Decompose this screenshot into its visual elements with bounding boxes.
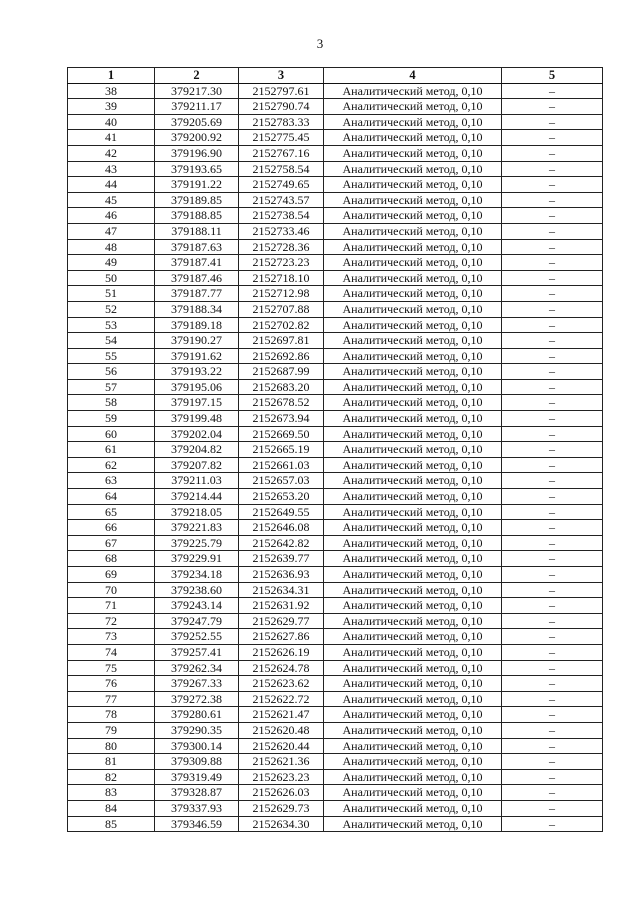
note-cell: – [502,255,603,271]
point-number-cell: 73 [68,629,155,645]
table-row [68,707,603,723]
column-header: 4 [324,68,502,84]
point-number-cell: 71 [68,598,155,614]
table-row [68,504,603,520]
x-coordinate-cell: 379205.69 [155,114,239,130]
method-cell: Аналитический метод, 0,10 [324,348,502,364]
table-row [68,567,603,583]
note-cell: – [502,504,603,520]
column-header: 5 [502,68,603,84]
table-row [68,660,603,676]
table-row [68,629,603,645]
method-cell: Аналитический метод, 0,10 [324,130,502,146]
point-number-cell: 66 [68,520,155,536]
method-cell: Аналитический метод, 0,10 [324,395,502,411]
y-coordinate-cell: 2152673.94 [239,411,324,427]
table-row [68,114,603,130]
point-number-cell: 81 [68,754,155,770]
y-coordinate-cell: 2152623.23 [239,769,324,785]
y-coordinate-cell: 2152634.31 [239,582,324,598]
x-coordinate-cell: 379257.41 [155,644,239,660]
x-coordinate-cell: 379197.15 [155,395,239,411]
y-coordinate-cell: 2152749.65 [239,177,324,193]
method-cell: Аналитический метод, 0,10 [324,722,502,738]
method-cell: Аналитический метод, 0,10 [324,769,502,785]
method-cell: Аналитический метод, 0,10 [324,738,502,754]
y-coordinate-cell: 2152728.36 [239,239,324,255]
note-cell: – [502,286,603,302]
method-cell: Аналитический метод, 0,10 [324,270,502,286]
y-coordinate-cell: 2152718.10 [239,270,324,286]
point-number-cell: 68 [68,551,155,567]
x-coordinate-cell: 379280.61 [155,707,239,723]
point-number-cell: 74 [68,644,155,660]
table-row [68,130,603,146]
point-number-cell: 61 [68,442,155,458]
method-cell: Аналитический метод, 0,10 [324,83,502,99]
note-cell: – [502,520,603,536]
table-row [68,598,603,614]
table-row [68,738,603,754]
note-cell: – [502,177,603,193]
point-number-cell: 56 [68,364,155,380]
point-number-cell: 51 [68,286,155,302]
table-row [68,145,603,161]
y-coordinate-cell: 2152620.44 [239,738,324,754]
point-number-cell: 38 [68,83,155,99]
x-coordinate-cell: 379346.59 [155,816,239,832]
point-number-cell: 44 [68,177,155,193]
method-cell: Аналитический метод, 0,10 [324,177,502,193]
table-row [68,816,603,832]
table-row [68,301,603,317]
method-cell: Аналитический метод, 0,10 [324,551,502,567]
point-number-cell: 69 [68,567,155,583]
y-coordinate-cell: 2152702.82 [239,317,324,333]
x-coordinate-cell: 379199.48 [155,411,239,427]
method-cell: Аналитический метод, 0,10 [324,192,502,208]
table-row [68,270,603,286]
y-coordinate-cell: 2152758.54 [239,161,324,177]
note-cell: – [502,442,603,458]
note-cell: – [502,738,603,754]
note-cell: – [502,395,603,411]
point-number-cell: 46 [68,208,155,224]
note-cell: – [502,426,603,442]
note-cell: – [502,707,603,723]
y-coordinate-cell: 2152692.86 [239,348,324,364]
y-coordinate-cell: 2152697.81 [239,333,324,349]
note-cell: – [502,83,603,99]
x-coordinate-cell: 379229.91 [155,551,239,567]
x-coordinate-cell: 379191.62 [155,348,239,364]
note-cell: – [502,239,603,255]
table-row [68,457,603,473]
x-coordinate-cell: 379218.05 [155,504,239,520]
note-cell: – [502,676,603,692]
table-row [68,473,603,489]
method-cell: Аналитический метод, 0,10 [324,520,502,536]
method-cell: Аналитический метод, 0,10 [324,239,502,255]
table-row [68,333,603,349]
y-coordinate-cell: 2152627.86 [239,629,324,645]
column-header: 2 [155,68,239,84]
point-number-cell: 77 [68,691,155,707]
point-number-cell: 64 [68,489,155,505]
table-row [68,769,603,785]
method-cell: Аналитический метод, 0,10 [324,364,502,380]
y-coordinate-cell: 2152723.23 [239,255,324,271]
table-row [68,208,603,224]
y-coordinate-cell: 2152621.36 [239,754,324,770]
y-coordinate-cell: 2152629.77 [239,613,324,629]
point-number-cell: 49 [68,255,155,271]
note-cell: – [502,333,603,349]
point-number-cell: 57 [68,379,155,395]
x-coordinate-cell: 379187.63 [155,239,239,255]
method-cell: Аналитический метод, 0,10 [324,442,502,458]
note-cell: – [502,613,603,629]
point-number-cell: 54 [68,333,155,349]
note-cell: – [502,489,603,505]
y-coordinate-cell: 2152631.92 [239,598,324,614]
point-number-cell: 78 [68,707,155,723]
table-row [68,364,603,380]
y-coordinate-cell: 2152649.55 [239,504,324,520]
note-cell: – [502,691,603,707]
x-coordinate-cell: 379188.85 [155,208,239,224]
y-coordinate-cell: 2152621.47 [239,707,324,723]
point-number-cell: 43 [68,161,155,177]
x-coordinate-cell: 379195.06 [155,379,239,395]
y-coordinate-cell: 2152707.88 [239,301,324,317]
note-cell: – [502,800,603,816]
x-coordinate-cell: 379319.49 [155,769,239,785]
table-row [68,348,603,364]
y-coordinate-cell: 2152626.19 [239,644,324,660]
table-row [68,754,603,770]
method-cell: Аналитический метод, 0,10 [324,317,502,333]
note-cell: – [502,644,603,660]
x-coordinate-cell: 379189.18 [155,317,239,333]
x-coordinate-cell: 379188.34 [155,301,239,317]
table-row [68,489,603,505]
method-cell: Аналитический метод, 0,10 [324,379,502,395]
method-cell: Аналитический метод, 0,10 [324,145,502,161]
point-number-cell: 45 [68,192,155,208]
method-cell: Аналитический метод, 0,10 [324,333,502,349]
y-coordinate-cell: 2152783.33 [239,114,324,130]
x-coordinate-cell: 379217.30 [155,83,239,99]
table-row [68,426,603,442]
table-row [68,722,603,738]
method-cell: Аналитический метод, 0,10 [324,644,502,660]
point-number-cell: 65 [68,504,155,520]
table-row [68,223,603,239]
x-coordinate-cell: 379202.04 [155,426,239,442]
method-cell: Аналитический метод, 0,10 [324,660,502,676]
x-coordinate-cell: 379200.92 [155,130,239,146]
point-number-cell: 40 [68,114,155,130]
x-coordinate-cell: 379187.41 [155,255,239,271]
point-number-cell: 47 [68,223,155,239]
point-number-cell: 52 [68,301,155,317]
point-number-cell: 63 [68,473,155,489]
y-coordinate-cell: 2152629.73 [239,800,324,816]
note-cell: – [502,567,603,583]
y-coordinate-cell: 2152634.30 [239,816,324,832]
x-coordinate-cell: 379252.55 [155,629,239,645]
point-number-cell: 84 [68,800,155,816]
note-cell: – [502,270,603,286]
x-coordinate-cell: 379207.82 [155,457,239,473]
x-coordinate-cell: 379211.17 [155,99,239,115]
point-number-cell: 82 [68,769,155,785]
note-cell: – [502,754,603,770]
note-cell: – [502,457,603,473]
x-coordinate-cell: 379267.33 [155,676,239,692]
y-coordinate-cell: 2152775.45 [239,130,324,146]
note-cell: – [502,660,603,676]
point-number-cell: 62 [68,457,155,473]
table-row [68,161,603,177]
point-number-cell: 83 [68,785,155,801]
table-row [68,644,603,660]
table-row [68,520,603,536]
table-row [68,582,603,598]
y-coordinate-cell: 2152639.77 [239,551,324,567]
point-number-cell: 53 [68,317,155,333]
method-cell: Аналитический метод, 0,10 [324,99,502,115]
note-cell: – [502,161,603,177]
note-cell: – [502,317,603,333]
method-cell: Аналитический метод, 0,10 [324,286,502,302]
note-cell: – [502,99,603,115]
point-number-cell: 79 [68,722,155,738]
method-cell: Аналитический метод, 0,10 [324,223,502,239]
y-coordinate-cell: 2152620.48 [239,722,324,738]
y-coordinate-cell: 2152626.03 [239,785,324,801]
note-cell: – [502,208,603,224]
column-header: 1 [68,68,155,84]
method-cell: Аналитический метод, 0,10 [324,473,502,489]
y-coordinate-cell: 2152653.20 [239,489,324,505]
note-cell: – [502,598,603,614]
table-row [68,676,603,692]
y-coordinate-cell: 2152738.54 [239,208,324,224]
y-coordinate-cell: 2152661.03 [239,457,324,473]
x-coordinate-cell: 379196.90 [155,145,239,161]
table-row [68,395,603,411]
x-coordinate-cell: 379225.79 [155,535,239,551]
note-cell: – [502,722,603,738]
note-cell: – [502,130,603,146]
method-cell: Аналитический метод, 0,10 [324,161,502,177]
table-row [68,177,603,193]
x-coordinate-cell: 379328.87 [155,785,239,801]
table-row [68,317,603,333]
method-cell: Аналитический метод, 0,10 [324,426,502,442]
note-cell: – [502,535,603,551]
method-cell: Аналитический метод, 0,10 [324,800,502,816]
method-cell: Аналитический метод, 0,10 [324,785,502,801]
method-cell: Аналитический метод, 0,10 [324,816,502,832]
method-cell: Аналитический метод, 0,10 [324,567,502,583]
y-coordinate-cell: 2152636.93 [239,567,324,583]
table-row [68,379,603,395]
x-coordinate-cell: 379221.83 [155,520,239,536]
point-number-cell: 76 [68,676,155,692]
point-number-cell: 48 [68,239,155,255]
x-coordinate-cell: 379193.22 [155,364,239,380]
y-coordinate-cell: 2152624.78 [239,660,324,676]
note-cell: – [502,816,603,832]
method-cell: Аналитический метод, 0,10 [324,504,502,520]
x-coordinate-cell: 379187.77 [155,286,239,302]
method-cell: Аналитический метод, 0,10 [324,411,502,427]
note-cell: – [502,379,603,395]
note-cell: – [502,192,603,208]
x-coordinate-cell: 379204.82 [155,442,239,458]
method-cell: Аналитический метод, 0,10 [324,301,502,317]
y-coordinate-cell: 2152683.20 [239,379,324,395]
table-row [68,785,603,801]
note-cell: – [502,145,603,161]
table-row [68,192,603,208]
y-coordinate-cell: 2152767.16 [239,145,324,161]
table-row [68,800,603,816]
table-row [68,239,603,255]
table-row [68,83,603,99]
y-coordinate-cell: 2152797.61 [239,83,324,99]
method-cell: Аналитический метод, 0,10 [324,676,502,692]
column-header: 3 [239,68,324,84]
method-cell: Аналитический метод, 0,10 [324,114,502,130]
x-coordinate-cell: 379211.03 [155,473,239,489]
note-cell: – [502,411,603,427]
x-coordinate-cell: 379243.14 [155,598,239,614]
method-cell: Аналитический метод, 0,10 [324,489,502,505]
x-coordinate-cell: 379214.44 [155,489,239,505]
x-coordinate-cell: 379190.27 [155,333,239,349]
method-cell: Аналитический метод, 0,10 [324,691,502,707]
note-cell: – [502,348,603,364]
method-cell: Аналитический метод, 0,10 [324,629,502,645]
method-cell: Аналитический метод, 0,10 [324,613,502,629]
x-coordinate-cell: 379337.93 [155,800,239,816]
method-cell: Аналитический метод, 0,10 [324,582,502,598]
x-coordinate-cell: 379189.85 [155,192,239,208]
point-number-cell: 42 [68,145,155,161]
x-coordinate-cell: 379290.35 [155,722,239,738]
point-number-cell: 59 [68,411,155,427]
note-cell: – [502,364,603,380]
y-coordinate-cell: 2152642.82 [239,535,324,551]
table-row [68,99,603,115]
table-header-row [68,68,603,84]
table-row [68,442,603,458]
y-coordinate-cell: 2152623.62 [239,676,324,692]
x-coordinate-cell: 379247.79 [155,613,239,629]
point-number-cell: 39 [68,99,155,115]
y-coordinate-cell: 2152622.72 [239,691,324,707]
point-number-cell: 70 [68,582,155,598]
point-number-cell: 80 [68,738,155,754]
method-cell: Аналитический метод, 0,10 [324,457,502,473]
y-coordinate-cell: 2152712.98 [239,286,324,302]
y-coordinate-cell: 2152743.57 [239,192,324,208]
y-coordinate-cell: 2152687.99 [239,364,324,380]
x-coordinate-cell: 379188.11 [155,223,239,239]
table-row [68,551,603,567]
y-coordinate-cell: 2152669.50 [239,426,324,442]
note-cell: – [502,785,603,801]
x-coordinate-cell: 379300.14 [155,738,239,754]
note-cell: – [502,301,603,317]
x-coordinate-cell: 379238.60 [155,582,239,598]
note-cell: – [502,769,603,785]
table-row [68,613,603,629]
note-cell: – [502,223,603,239]
point-number-cell: 85 [68,816,155,832]
method-cell: Аналитический метод, 0,10 [324,598,502,614]
point-number-cell: 55 [68,348,155,364]
point-number-cell: 58 [68,395,155,411]
table-row [68,286,603,302]
x-coordinate-cell: 379262.34 [155,660,239,676]
point-number-cell: 60 [68,426,155,442]
x-coordinate-cell: 379191.22 [155,177,239,193]
table-row [68,411,603,427]
note-cell: – [502,114,603,130]
method-cell: Аналитический метод, 0,10 [324,208,502,224]
x-coordinate-cell: 379234.18 [155,567,239,583]
note-cell: – [502,551,603,567]
y-coordinate-cell: 2152790.74 [239,99,324,115]
y-coordinate-cell: 2152657.03 [239,473,324,489]
method-cell: Аналитический метод, 0,10 [324,535,502,551]
x-coordinate-cell: 379309.88 [155,754,239,770]
point-number-cell: 50 [68,270,155,286]
y-coordinate-cell: 2152678.52 [239,395,324,411]
x-coordinate-cell: 379187.46 [155,270,239,286]
point-number-cell: 41 [68,130,155,146]
point-number-cell: 72 [68,613,155,629]
method-cell: Аналитический метод, 0,10 [324,754,502,770]
y-coordinate-cell: 2152665.19 [239,442,324,458]
table-row [68,535,603,551]
table-row [68,691,603,707]
y-coordinate-cell: 2152646.08 [239,520,324,536]
point-number-cell: 75 [68,660,155,676]
method-cell: Аналитический метод, 0,10 [324,707,502,723]
note-cell: – [502,473,603,489]
y-coordinate-cell: 2152733.46 [239,223,324,239]
coordinates-table [67,67,603,832]
method-cell: Аналитический метод, 0,10 [324,255,502,271]
table-row [68,255,603,271]
note-cell: – [502,582,603,598]
x-coordinate-cell: 379272.38 [155,691,239,707]
page-number: 3 [316,36,324,51]
x-coordinate-cell: 379193.65 [155,161,239,177]
point-number-cell: 67 [68,535,155,551]
note-cell: – [502,629,603,645]
table-body [68,83,603,832]
